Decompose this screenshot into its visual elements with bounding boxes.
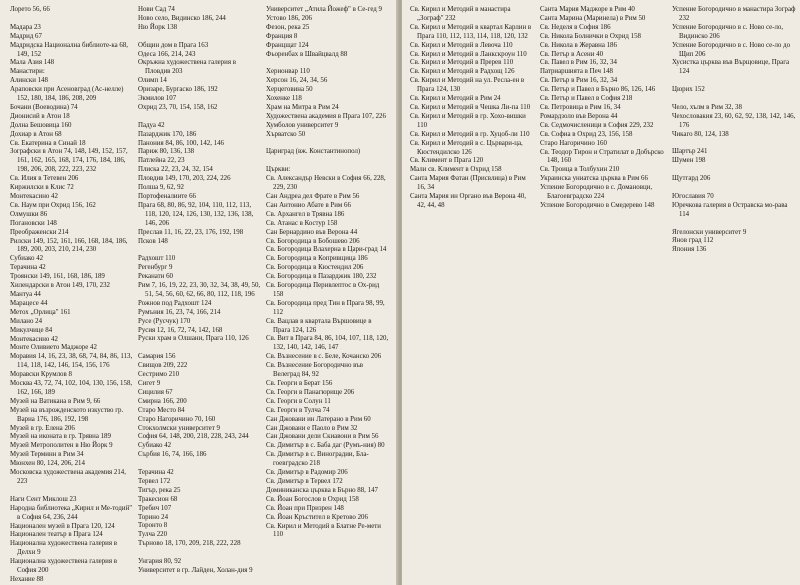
section-gap — [138, 549, 262, 558]
index-entry: Св. Петър в Рим 16, 32, 34 — [540, 77, 618, 85]
index-entry: Св. Климент в Прага 120 — [410, 157, 484, 165]
index-column — [266, 6, 390, 540]
index-entry: Падуа 42 — [138, 121, 165, 129]
index-column — [540, 6, 664, 211]
index-entry: Св. Кирил и Методий в квартал Карлин в Прага 110, 112, 113, 114, 118, 120, 132 — [410, 23, 532, 40]
index-entry: Францщат 124 — [266, 41, 309, 49]
index-entry: Старо Нагоричино 70, 160 — [138, 415, 216, 423]
index-entry: Национална художествена галерия в Делхи 9 — [10, 540, 117, 557]
index-entry: Херионвар 110 — [266, 68, 310, 76]
index-entry: Успение Богородично в с. Ново се-ло, Видинско 206 — [672, 23, 784, 40]
index-entry: Хохенке 118 — [266, 95, 302, 103]
index-entry: Св. Кирил и Методий в Ланкскроун 110 — [410, 50, 527, 58]
index-entry: Дохиар в Атон 68 — [10, 130, 62, 138]
index-entry: Св. Възнесение в с. Беле, Кочанско 206 — [266, 353, 382, 361]
index-entry: Св. Троица в Толбухин 210 — [540, 166, 620, 174]
index-entry: Марацесе 44 — [10, 299, 48, 307]
index-entry: Тервел 172 — [138, 477, 171, 485]
index-entry: Щутгард 206 — [672, 175, 711, 183]
index-entry: Художествена академия в Прага 107, 226 — [266, 112, 386, 120]
index-column — [138, 6, 262, 576]
index-entry: Долна Бешовица 160 — [10, 121, 72, 129]
index-entry: Мадридска Национална библиоте-ка 68, 149, 152 — [10, 41, 128, 58]
index-entry: Св. Седмочисленици в София 229, 232 — [540, 121, 654, 129]
index-entry: Париж 80, 136, 138 — [138, 148, 195, 156]
index-entry: Шартър 241 — [672, 148, 708, 156]
index-entry: Успение Богородично в манастира Зограф 232 — [672, 6, 796, 22]
index-entry: Св. Петър в Асени 40 — [540, 50, 604, 58]
index-entry: Сърбия 16, 74, 166, 186 — [138, 451, 207, 459]
index-entry: Търново 18, 170, 209, 218, 222, 228 — [138, 540, 241, 548]
index-entry: Шумен 198 — [672, 157, 706, 165]
index-entry: Св. Йоан Богослов в Охрид 158 — [266, 495, 359, 503]
index-entry: Св. Кирил и Методий в гр. Хохо-вишки 110 — [410, 112, 526, 129]
index-entry: Св. Богородица пред Тин в Прага 98, 99, 112 — [266, 299, 385, 316]
index-entry: Устово 186, 206 — [266, 14, 312, 22]
index-entry: Сан Бернардино във Верона 44 — [266, 228, 358, 236]
index-entry: Ню Йорк 138 — [138, 23, 178, 31]
section-gap — [10, 15, 134, 24]
index-entry: Одеса 166, 214, 243 — [138, 50, 196, 58]
index-entry: Преображенски 214 — [10, 228, 69, 236]
index-entry: Св. Богородица в Бобошево 206 — [266, 237, 360, 245]
index-entry: Киржилски в Клис 72 — [10, 184, 74, 192]
index-entry: Смирна 166, 200 — [138, 397, 187, 405]
index-entry: Св. Богородица Влахерна в Цари-град 14 — [266, 246, 387, 254]
left-page — [0, 0, 398, 585]
index-column — [410, 6, 534, 211]
index-entry: Троянски 149, 161, 168, 186, 189 — [10, 273, 105, 281]
index-entry: Экмилов 107 — [138, 95, 177, 103]
index-entry: Руски храм в Олшани, Прага 110, 126 — [138, 335, 249, 343]
index-entry: Тигър, река 25 — [138, 486, 181, 494]
index-column — [10, 6, 134, 585]
index-entry: Св. Петровица в Рим 16, 34 — [540, 103, 621, 111]
index-entry: Украинска униатска църква в Рим 66 — [540, 175, 648, 183]
index-entry: Св. Йоан Кръстител в Кретово 206 — [266, 513, 368, 521]
index-entry: Национален театър в Прага 124 — [10, 531, 103, 539]
index-entry: Св. Кирил и Методий в с. Цървари-ца, Кюстендилско 126 — [410, 139, 523, 156]
index-entry: Св. Димитър в с. Баба даг (Румъ-ния) 80 — [266, 442, 385, 450]
index-entry: Московска художествена академия 214, 223 — [10, 469, 126, 486]
index-entry: Чехословакия 23, 60, 62, 92, 138, 142, 146, 176 — [672, 112, 796, 129]
index-entry: Монтекасино 42 — [10, 335, 58, 343]
index-entry: Национален музей в Прага 120, 124 — [10, 522, 115, 530]
index-entry: Радхошт 110 — [138, 255, 176, 263]
index-entry: Фезон, река 25 — [266, 23, 310, 31]
index-entry: Музей в гр. Елена 206 — [10, 424, 75, 432]
index-entry: Торино 24 — [138, 513, 169, 521]
index-entry: Херсон 16, 24, 34, 56 — [266, 77, 328, 85]
index-entry: Успение Богородично в с. Домановци, Благоевградско 224 — [540, 184, 653, 201]
index-entry: Св. Кирил и Методий в Чешка Ли-па 110 — [410, 103, 531, 111]
index-entry: Хилендарски в Атон 149, 170, 232 — [10, 282, 110, 290]
index-entry: Рожнов под Радхошт 124 — [138, 299, 212, 307]
index-column — [672, 6, 796, 255]
index-entry: Москва 43, 72, 74, 102, 104, 130, 156, 158, 162, 166, 189 — [10, 380, 133, 396]
index-entry: Св. Кирил и Методий на ул. Ресла-ен в Прага 124, 130 — [410, 77, 525, 94]
index-entry: София 64, 148, 200, 218, 228, 243, 244 — [138, 433, 249, 441]
index-entry: Русия 12, 16, 72, 74, 142, 168 — [138, 326, 223, 334]
index-entry: Румъния 16, 23, 74, 166, 214 — [138, 308, 221, 316]
index-entry: Погановски 148 — [10, 219, 57, 227]
index-entry: Сан Андреа дел Фрате в Рим 56 — [266, 192, 360, 200]
section-gap — [10, 487, 134, 496]
index-entry: Св. Петър и Павел в София 218 — [540, 95, 633, 103]
index-entry: Оризаре, Бургаско 186, 192 — [138, 86, 218, 94]
index-entry: Св. Кирил и Методий в Пререв 110 — [410, 59, 514, 67]
index-entry: Мали св. Климент в Охрид 158 — [410, 166, 502, 174]
index-entry: Регенбург 9 — [138, 264, 173, 272]
section-gap — [672, 184, 796, 193]
index-entry: Торонто 8 — [138, 522, 168, 530]
index-entry: Метох „Орлица" 161 — [10, 308, 71, 316]
index-entry: Мадара 23 — [10, 23, 41, 31]
index-entry: Цюрих 152 — [672, 86, 705, 94]
index-entry: Св. Вит в Прага 84, 86, 104, 107, 118, 120, 132, 140, 142, 146, 147 — [266, 335, 389, 352]
index-entry: Псков 148 — [138, 237, 168, 245]
index-entry: Панония 84, 86, 100, 142, 146 — [138, 139, 225, 147]
index-entry: Бочани (Воеводина) 74 — [10, 103, 78, 111]
index-entry: Мюнхен 80, 124, 206, 214 — [10, 460, 85, 468]
index-entry: Херцеговина 50 — [266, 86, 313, 94]
index-entry: Тракесион 68 — [138, 495, 178, 503]
index-entry: Дионисий в Атон 18 — [10, 112, 70, 120]
section-gap — [266, 157, 390, 166]
index-entry: Санта Мария Маджоре в Рим 40 — [540, 6, 635, 13]
index-entry: Св. Екатерина в Синай 18 — [10, 139, 86, 147]
index-entry: Св. Вацлав в квартала Вършовице в Прага 124, 126 — [266, 317, 372, 334]
index-entry: Япония 136 — [672, 246, 707, 254]
index-entry: Св. Наум при Охрид 156, 162 — [10, 201, 96, 209]
index-entry: Сигет 9 — [138, 380, 161, 387]
index-entry: Св. Кирил и Методий в манастира „Зограф" 232 — [410, 6, 511, 22]
index-entry: Фьоренбах в Швайцвалд 88 — [266, 50, 348, 58]
section-gap — [672, 77, 796, 86]
index-entry: Нехание 88 — [10, 575, 44, 583]
index-entry: Пловдив 149, 170, 203, 224, 226 — [138, 175, 231, 183]
index-entry: Ягелонски университет 9 — [672, 228, 747, 236]
index-entry: Мадрид 67 — [10, 32, 42, 40]
index-entry: Нови Сад 74 — [138, 6, 175, 13]
index-entry: Св. Георги в Берат 156 — [266, 380, 333, 388]
index-entry: Мантуа 44 — [10, 290, 41, 298]
index-entry: Сан Джовани е Паоло в Рим 32 — [266, 424, 358, 432]
index-entry: Музей на Ватикана в Рим 9, 66 — [10, 397, 101, 405]
index-entry: Св. Александър Невски в София 66, 228, 229, 230 — [266, 175, 386, 192]
section-gap — [672, 166, 796, 175]
index-entry: Музей Метрополитен в Ню Йорк 9 — [10, 442, 113, 450]
index-entry: Св. Димитър в Тервел 172 — [266, 477, 343, 485]
index-entry: Чело, хълм в Рим 32, 38 — [672, 103, 742, 111]
index-entry: Терачина 42 — [138, 469, 174, 477]
index-entry: Субиако 42 — [10, 255, 44, 263]
index-entry: Микулчице 84 — [10, 326, 53, 334]
index-entry: Субиако 42 — [138, 442, 172, 450]
index-entry: Св. Георги в Панагюрище 206 — [266, 388, 355, 396]
index-entry: Свищов 209, 222 — [138, 362, 188, 370]
index-entry: Сан Джовани ин Латерано в Рим 60 — [266, 415, 371, 423]
index-entry: Терачина 42 — [10, 264, 46, 272]
index-entry: Прага 68, 80, 86, 92, 104, 110, 112, 113, 118, 120, 124, 126, 130, 132, 136, 138, 146, 206 — [138, 201, 254, 227]
index-entry: Унгария 80, 92 — [138, 558, 182, 566]
index-entry: Доминиканска църква в Бърно 88, 147 — [266, 486, 378, 494]
index-entry: Св. Димитър в с. Виноградии, Бла-гоевградско 218 — [266, 451, 369, 468]
index-entry: Пазарджик 170, 186 — [138, 130, 197, 138]
index-entry: Стокхолмски университет 9 — [138, 424, 220, 432]
index-entry: Църкви: — [266, 166, 291, 174]
index-entry: Общин дом в Прага 163 — [138, 41, 209, 49]
index-entry: Св. Богородица в Кюстендил 206 — [266, 264, 364, 272]
index-entry: Св. Атанас в Костур 158 — [266, 219, 338, 227]
index-entry: Янов град 112 — [672, 237, 714, 245]
index-entry: Музей Терминн в Рим 34 — [10, 451, 84, 459]
index-entry: Ромардзоло във Верона 44 — [540, 112, 618, 120]
index-entry: Патриаршията в Печ 148 — [540, 68, 613, 76]
index-entry: Санта Мария Фатан (Присвлица) в Рим 16, 34 — [410, 175, 526, 192]
index-entry: Самария 156 — [138, 353, 176, 361]
section-gap — [266, 59, 390, 68]
index-entry: Св. Теодор Тирон и Стратилат в Добърско 148, 160 — [540, 148, 664, 165]
index-entry: Св. Богородица в Пазарджик 180, 232 — [266, 273, 377, 281]
section-gap — [672, 140, 796, 149]
index-entry: Рим 7, 16, 19, 22, 23, 30, 32, 34, 38, 49, 50, 51, 54, 56, 60, 62, 66, 80, 112, 118, 196 — [138, 282, 261, 298]
index-entry: Св. Кирил и Методий в Рим 24 — [410, 95, 501, 103]
index-entry: Цариград (вж. Константинопол) — [266, 148, 361, 156]
index-entry: Св. Софиа в Охрид 23, 156, 158 — [540, 130, 633, 138]
index-entry: Св. Илия в Тетевен 206 — [10, 175, 79, 183]
index-entry: Университет в гр. Лайден, Холан-дия 9 — [138, 567, 253, 574]
index-entry: Национална художествена галерия в София 200 — [10, 558, 117, 575]
index-entry: Плиска 22, 23, 24, 32, 154 — [138, 166, 213, 174]
index-entry: Портофеналиите 66 — [138, 193, 196, 200]
index-entry: Чикаго 80, 124, 138 — [672, 130, 729, 138]
index-entry: Университет „Атила Йожеф" в Се-гед 9 — [266, 6, 382, 13]
index-entry: Ново село, Видинско 186, 244 — [138, 14, 226, 22]
index-entry: Юречкова галерия в Остравска мо-рава 114 — [672, 201, 788, 218]
index-entry: Реканати 60 — [138, 273, 173, 281]
index-entry: Сан Джовани дели Скиавони в Рим 56 — [266, 433, 379, 441]
index-entry: Преслав 11, 16, 22, 23, 176, 192, 198 — [138, 228, 244, 236]
index-entry: Св. Георги в Солун 11 — [266, 397, 331, 405]
index-entry: Народна библиотека „Кирил и Ме-тодий" в София 64, 236, 244 — [10, 504, 133, 521]
index-entry: Русе (Русчук) 170 — [138, 317, 191, 325]
index-entry: Монтекасино 42 — [10, 193, 58, 201]
index-entry: Св. Неделя в София 186 — [540, 23, 611, 31]
section-gap — [138, 246, 262, 255]
index-entry: Манастири: — [10, 68, 45, 76]
index-entry: Лорето 56, 66 — [10, 6, 50, 13]
index-entry: Хусистка църква във Върщовице, Прага 124 — [672, 59, 790, 76]
index-entry: Моравски Крумлов 8 — [10, 371, 72, 379]
index-entry: Требич 107 — [138, 504, 172, 512]
index-entry: Хумболов университет 9 — [266, 121, 339, 129]
index-entry: Олмушки 86 — [10, 210, 48, 218]
index-entry: Музей на иконата в гр. Трявна 189 — [10, 433, 111, 441]
index-entry: Св. Никола Болнички в Охрид 158 — [540, 32, 641, 40]
index-entry: Санта Марина (Маринела) в Рим 50 — [540, 14, 646, 22]
index-entry: Патлейна 22, 23 — [138, 157, 185, 165]
index-entry: Сан Антонио Абате в Рим 66 — [266, 201, 351, 209]
index-entry: Наги Сент Миклош 23 — [10, 495, 77, 503]
index-entry: Успение Богородично в с. Ново се-ло до Щип 206 — [672, 41, 791, 58]
section-gap — [266, 140, 390, 149]
index-entry: Рилски 149, 152, 161, 166, 168, 184, 186, 189, 200, 203, 210, 214, 230 — [10, 237, 128, 254]
right-page — [402, 0, 800, 585]
index-entry: Св. Възнесение Богородично във Велеград 84, 92 — [266, 362, 364, 379]
index-entry: Тулча 220 — [138, 531, 168, 539]
index-entry: Алински 148 — [10, 77, 48, 85]
index-entry: Старо Место 84 — [138, 406, 185, 414]
index-entry: Моравия 14, 16, 23, 38, 68, 74, 84, 86, 113, 114, 118, 142, 146, 154, 156, 176 — [10, 353, 133, 370]
index-entry: Олимп 14 — [138, 77, 167, 85]
index-entry: Св. Йоан при Призрен 148 — [266, 504, 344, 512]
index-entry: Музей на възрожденското изкуство гр. Варна 176, 186, 192, 198 — [10, 406, 124, 423]
index-entry: Хърватско 50 — [266, 130, 306, 138]
index-entry: Мала Азия 148 — [10, 59, 55, 67]
index-entry: Св. Богородица Перивлептос в Ох-рид 158 — [266, 282, 380, 298]
index-entry: Франция 8 — [266, 32, 298, 40]
index-entry: Милано 24 — [10, 317, 43, 325]
index-entry: Св. Кирил и Методий в Радхощ 126 — [410, 68, 515, 76]
index-entry: Югославия 70 — [672, 192, 714, 200]
section-gap — [138, 344, 262, 353]
index-entry: Св. Никола в Жеравна 186 — [540, 41, 617, 49]
section-gap — [138, 460, 262, 469]
index-entry: Старо Нагоричино 160 — [540, 139, 607, 147]
index-entry: Окръжна художествена галерия в Пловдив 203 — [138, 59, 236, 76]
index-entry: Храм на Митра в Рим 24 — [266, 103, 339, 111]
index-entry: Св. Кирил и Методий в гр. Хуцоб-ли 110 — [410, 130, 530, 138]
index-entry: Св. Петър и Павел в Бърно 86, 126, 146 — [540, 86, 656, 94]
index-entry: Св. Богородица в Копривщица 186 — [266, 255, 368, 263]
index-entry: Св. Павел в Рим 16, 32, 34 — [540, 59, 617, 67]
index-entry: Охрид 23, 70, 154, 158, 162 — [138, 103, 218, 111]
index-entry: Монте Оливието Маджоре 42 — [10, 344, 97, 352]
index-entry: Араповски при Асеновград (Ас-нелле) 152, 180, 184, 186, 208, 209 — [10, 86, 124, 103]
index-entry: Сицилия 67 — [138, 388, 173, 396]
index-entry: Св. Кирил и Методий в Блатне Ре-мети 110 — [266, 522, 381, 539]
section-gap — [672, 95, 796, 104]
index-entry: Сестримо 210 — [138, 371, 180, 379]
index-entry: Св. Георги в Тулча 74 — [266, 406, 330, 414]
index-entry: Санта Мария ин Органо във Верона 40, 42, 44, 48 — [410, 193, 526, 209]
index-entry: Св. Архангел в Трявна 186 — [266, 210, 345, 218]
section-gap — [138, 113, 262, 122]
index-entry: Успение Богородично в Смедерево 148 — [540, 201, 655, 209]
index-entry: Зографски в Атон 74, 148, 149, 152, 157, 161, 162, 165, 168, 174, 176, 184, 186, 198, 206, 208, 222, 223, 232 — [10, 148, 128, 174]
index-entry: Св. Димитър в Радомир 206 — [266, 469, 348, 477]
index-entry: Полша 9, 62, 92 — [138, 184, 184, 192]
section-gap — [672, 220, 796, 229]
index-entry: Св. Кирил и Методий в Левоча 110 — [410, 41, 513, 49]
section-gap — [138, 33, 262, 42]
